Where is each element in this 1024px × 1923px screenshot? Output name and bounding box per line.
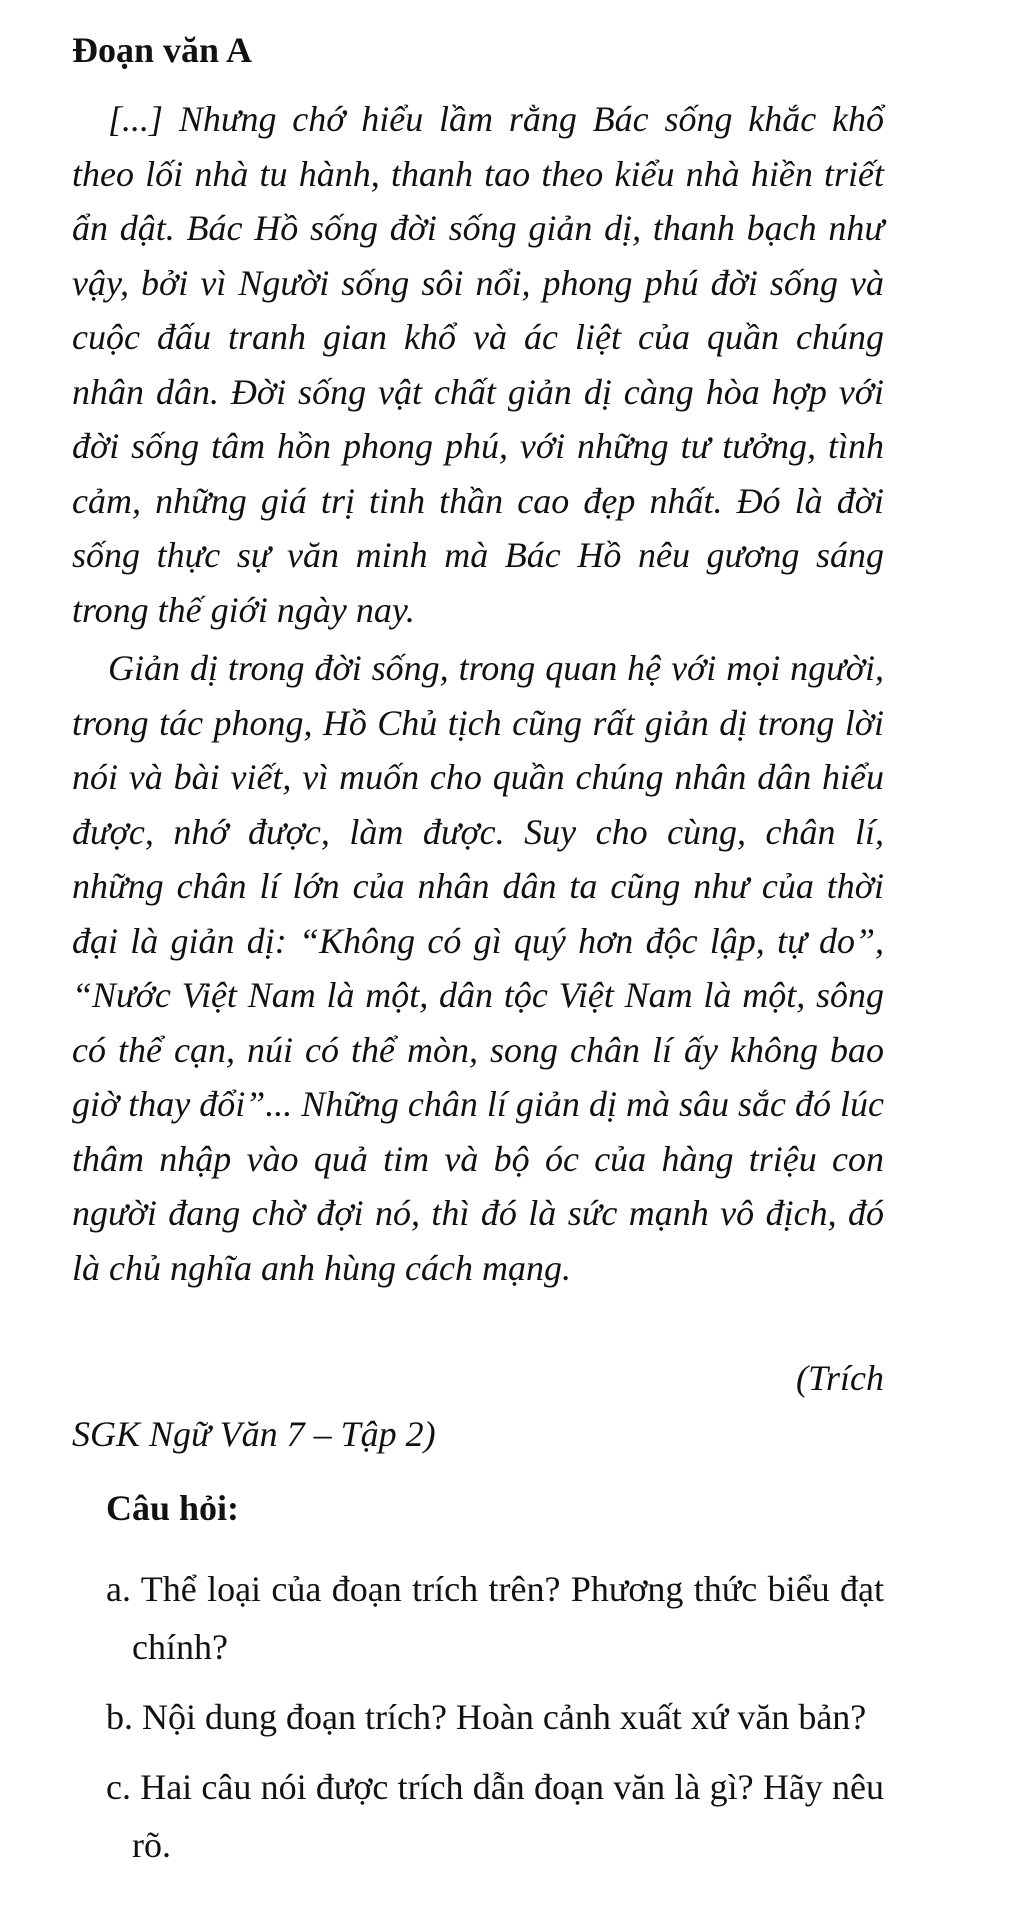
source-citation-line-2: SGK Ngữ Văn 7 – Tập 2) — [72, 1414, 436, 1454]
source-citation-line-1: (Trích — [795, 1358, 884, 1398]
question-item-b: b. Nội dung đoạn trích? Hoàn cảnh xuất xứ văn bản? — [106, 1697, 867, 1737]
section-heading: Đoạn văn A — [72, 30, 253, 70]
question-item-a: a. Thể loại của đoạn trích trên? Phương thức biểu đạt chính? — [106, 1569, 884, 1667]
paragraph-2: Giản dị trong đời sống, trong quan hệ với mọi người, trong tác phong, Hồ Chủ tịch cũng rất giản dị trong lời nói và bài viết, vì muốn cho quần chúng nhân dân hiểu được, nhớ được, làm được. Suy cho cùng, chân lí, những chân lí lớn của nhân dân ta cũng như của thời đại là giản dị: “Không có gì quý hơn độc lập, tự do”, “Nước Việt Nam là một, dân tộc Việt Nam là một, sông có thể cạn, núi có thể mòn, song chân lí ấy không bao giờ thay đổi”... Những chân lí giản dị mà sâu sắc đó lúc thâm nhập vào quả tim và bộ óc của hàng triệu con người đang chờ đợi nó, thì đó là sức mạnh vô địch, đó là chủ nghĩa anh hùng cách mạng. — [72, 648, 884, 1288]
paragraph-1: [...] Nhưng chớ hiểu lầm rằng Bác sống khắc khổ theo lối nhà tu hành, thanh tao theo kiểu nhà hiền triết ẩn dật. Bác Hồ sống đời sống giản dị, thanh bạch như vậy, bởi vì Người sống sôi nổi, phong phú đời sống và cuộc đấu tranh gian khổ và ác liệt của quần chúng nhân dân. Đời sống vật chất giản dị càng hòa hợp với đời sống tâm hồn phong phú, với những tư tưởng, tình cảm, những giá trị tinh thần cao đẹp nhất. Đó là đời sống thực sự văn minh mà Bác Hồ nêu gương sáng trong thế giới ngày nay. — [72, 99, 884, 630]
questions-list — [106, 1560, 884, 1886]
questions-title: Câu hỏi: — [106, 1488, 240, 1528]
question-item-c: c. Hai câu nói được trích dẫn đoạn văn là gì? Hãy nêu rõ. — [106, 1767, 884, 1865]
